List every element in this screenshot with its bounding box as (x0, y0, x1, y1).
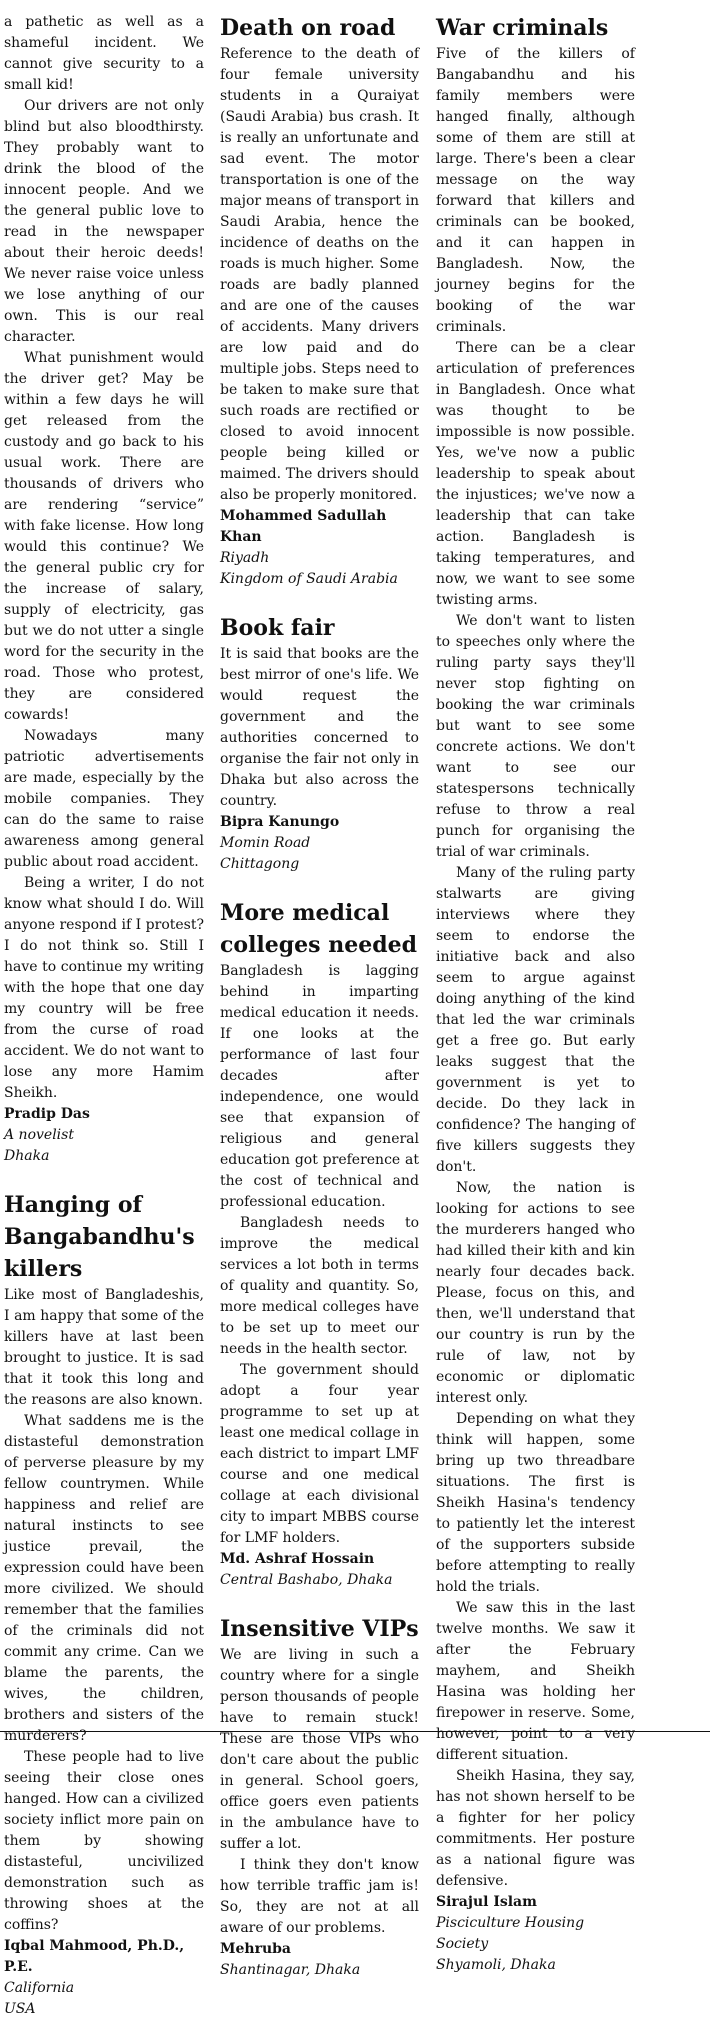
paragraph: The government should adopt a four year programme to set up at least one medical collage in each district to impart LMF course and one medical collage at each divisional city to impart MBBS course for LMF holders. (220, 1362, 419, 1546)
letter-signature (436, 1892, 635, 1976)
author-location: Riyadh (220, 550, 270, 566)
paragraph: Bangladesh is lagging behind in imparting medical education it needs. If one looks at the performance of last four decades after independence, one would see that expansion of religious and general education got preference at the cost of technical and professional education. (220, 963, 419, 1210)
letter-hanging-of-killers (4, 1189, 204, 2020)
paragraph: Our drivers are not only blind but also bloodthirsty. They probably want to drink the blood of the innocent people. And we the general public love to read in the newspaper about their heroic deeds! We never raise voice unless we lose anything of our own. This is our real character. (4, 98, 204, 345)
bottom-rule (0, 1731, 710, 1732)
letter-signature (4, 1936, 204, 2020)
author-location: California (4, 1980, 75, 1996)
paragraph: Now, the nation is looking for actions to see the murderers hanged who had killed their kith and kin nearly four decades back. Please, focus on this, and then, we'll understand that our country is run by the rule of law, not by economic or diplomatic interest only. (436, 1180, 635, 1406)
paragraph: Like most of Bangladeshis, I am happy that some of the killers have at last been brought to justice. It is sad that it took this long and the reasons are also known. (4, 1287, 204, 1408)
author-name: Bipra Kanungo (220, 814, 340, 830)
paragraph: I think they don't know how terrible traffic jam is! So, they are not at all aware of our problems. (220, 1857, 419, 1936)
column-1 (4, 12, 204, 2020)
continued-letter (4, 12, 204, 1167)
author-name: Pradip Das (4, 1106, 90, 1122)
author-location: Shyamoli, Dhaka (436, 1957, 556, 1973)
paragraph: These people had to live seeing their close ones hanged. How can a civilized society inflict more pain on them by showing distasteful, uncivilized demonstration such as throwing shoes at the coffins? (4, 1749, 204, 1933)
author-location: USA (4, 2001, 36, 2017)
author-name: Mohammed Sadullah Khan (220, 508, 387, 545)
author-location: Momin Road (220, 835, 311, 851)
paragraph: Bangladesh needs to improve the medical services a lot both in terms of quality and quantity. So, more medical colleges have to be set up to meet our needs in the health sector. (220, 1215, 419, 1357)
paragraph: Nowadays many patriotic advertisements are made, especially by the mobile companies. They can do the same to raise awareness among general public about road accident. (4, 728, 204, 870)
author-name: Sirajul Islam (436, 1894, 537, 1910)
paragraph: a pathetic as well as a shameful incident. We cannot give security to a small kid! (4, 14, 204, 93)
author-name: Md. Ashraf Hossain (220, 1551, 375, 1567)
author-location: Pisciculture Housing Society (436, 1915, 585, 1952)
letter-headline: More medical colleges needed (220, 900, 417, 958)
author-location: Shantinagar, Dhaka (220, 1962, 361, 1978)
column-2 (220, 12, 419, 1981)
column-3 (436, 12, 635, 1976)
letter-headline: Insensitive VIPs (220, 1616, 419, 1642)
letter-signature (220, 1549, 419, 1591)
paragraph: Many of the ruling party stalwarts are giving interviews where they seem to endorse the initiative back and also seem to argue against doing anything of the kind that led the war criminals get a free go. But early leaks suggest that the government is yet to decide. Do they lack in confidence? The hanging of five killers suggests they don't. (436, 865, 635, 1175)
letter-signature (4, 1104, 204, 1167)
letter-headline: Hanging of Bangabandhu's killers (4, 1192, 195, 1282)
letter-headline: Book fair (220, 615, 335, 641)
paragraph: We are living in such a country where for a single person thousands of people have to remain stuck! These are those VIPs who don't care about the public in general. School goers, office goers even patients in the ambulance have to suffer a lot. (220, 1647, 419, 1852)
paragraph: There can be a clear articulation of preferences in Bangladesh. Once what was thought to be impossible is now possible. Yes, we've now a public leadership to speak about the injustices; we've now a leadership that can take action. Bangladesh is taking temperatures, and now, we want to see some twisting arms. (436, 340, 635, 608)
paragraph: What punishment would the driver get? May be within a few days he will get released from the custody and go back to his usual work. There are thousands of drivers who are rendering “service” with fake license. How long would this continue? We the general public cry for the increase of salary, supply of electricity, gas but we do not utter a single word for the security in the road. Those who protest, they are considered cowards! (4, 350, 204, 723)
letter-insensitive-vips (220, 1613, 419, 1981)
author-location: A novelist (4, 1127, 74, 1143)
author-location: Kingdom of Saudi Arabia (220, 571, 398, 587)
author-location: Central Bashabo, Dhaka (220, 1572, 393, 1588)
paragraph: Being a writer, I do not know what should I do. Will anyone respond if I protest? I do not think so. Still I have to continue my writing with the hope that one day my country will be free from the curse of road accident. We do not want to lose any more Hamim Sheikh. (4, 875, 204, 1101)
letter-war-criminals (436, 12, 635, 1976)
paragraph: We saw this in the last twelve months. We saw it after the February mayhem, and Sheikh Hasina was holding her firepower in reserve. Some, however, point to a very different situation. (436, 1600, 635, 1763)
paragraph: Depending on what they think will happen, some bring up two threadbare situations. The first is Sheikh Hasina's tendency to patiently let the interest of the supporters subside before attempting to really hold the trials. (436, 1411, 635, 1595)
paragraph: We don't want to listen to speeches only where the ruling party says they'll never stop fighting on booking the war criminals but want to see some concrete actions. We don't want to see our statespersons technically refuse to throw a real punch for organising the trial of war criminals. (436, 613, 635, 860)
letter-signature (220, 506, 419, 590)
paragraph: Reference to the death of four female university students in a Quraiyat (Saudi Arabia) bus crash. It is really an unfortunate and sad event. The motor transportation is one of the major means of transport in Saudi Arabia, hence the incidence of deaths on the roads is much higher. Some roads are badly planned and are one of the causes of accidents. Many drivers are low paid and do multiple jobs. Steps need to be taken to make sure that such roads are rectified or closed to avoid innocent people being killed or maimed. The drivers should also be properly monitored. (220, 46, 419, 503)
paragraph: It is said that books are the best mirror of one's life. We would request the government and the authorities concerned to organise the fair not only in Dhaka but also across the country. (220, 646, 419, 809)
author-name: Mehruba (220, 1941, 291, 1957)
letter-book-fair (220, 612, 419, 875)
letter-death-on-road (220, 12, 419, 590)
letter-medical-colleges (220, 897, 419, 1591)
author-location: Dhaka (4, 1148, 50, 1164)
author-name: Iqbal Mahmood, Ph.D., P.E. (4, 1938, 185, 1975)
paragraph: Sheikh Hasina, they say, has not shown herself to be a fighter for her policy commitments. Her posture as a national figure was defensive. (436, 1768, 635, 1889)
letter-headline: Death on road (220, 15, 396, 41)
author-location: Chittagong (220, 856, 300, 872)
letter-signature (220, 812, 419, 875)
letter-signature (220, 1939, 419, 1981)
letter-headline: War criminals (436, 15, 609, 41)
paragraph: What saddens me is the distasteful demonstration of perverse pleasure by my fellow countrymen. While happiness and relief are natural instincts to see justice prevail, the expression could have been more civilized. We should remember that the families of the criminals did not commit any crime. Can we blame the parents, the wives, the children, brothers and sisters of the murderers? (4, 1413, 204, 1744)
paragraph: Five of the killers of Bangabandhu and his family members were hanged finally, although some of them are still at large. There's been a clear message on the way forward that killers and criminals can be booked, and it can happen in Bangladesh. Now, the journey begins for the booking of the war criminals. (436, 46, 635, 335)
